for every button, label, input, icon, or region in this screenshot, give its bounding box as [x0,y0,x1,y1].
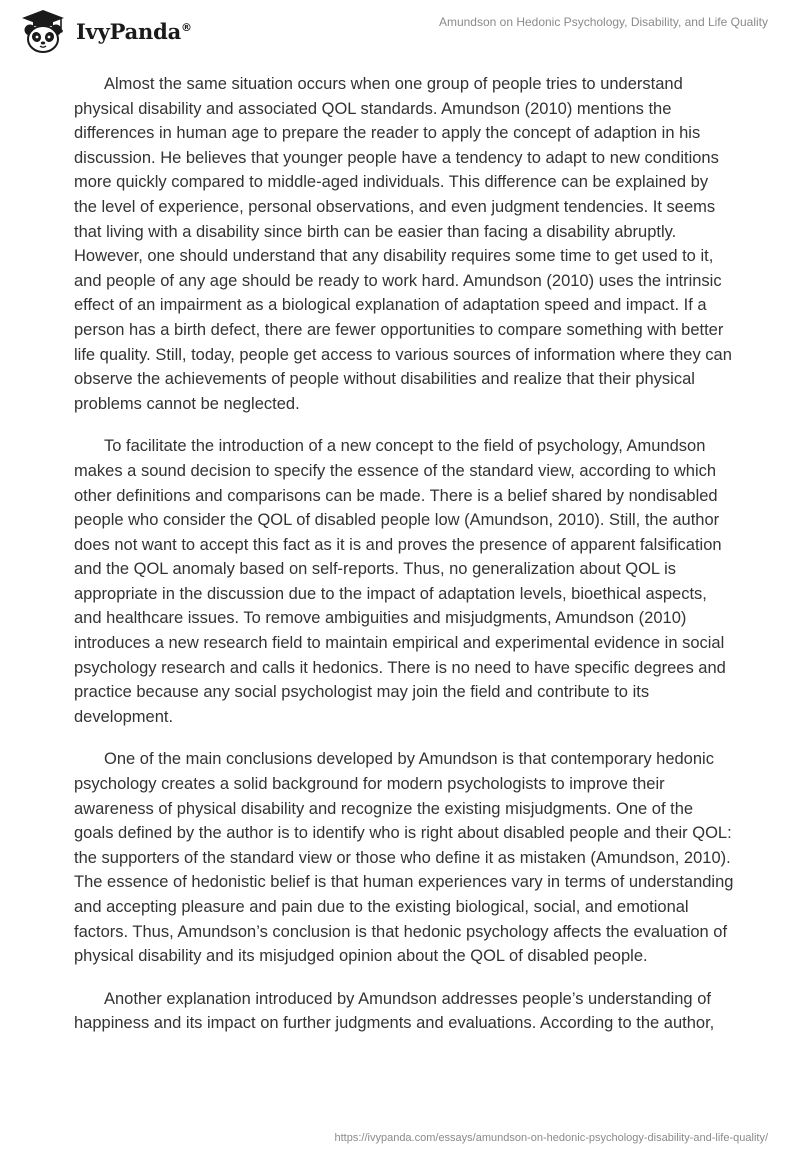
document-title: Amundson on Hedonic Psychology, Disability, and Life Quality [438,15,768,29]
ivypanda-logo[interactable] [14,8,192,54]
essay-body [74,72,734,1054]
source-url-link[interactable]: https://ivypanda.com/essays/amundson-on-hedonic-psychology-disability-and-life-quality/ [334,1132,768,1144]
page-header [0,0,800,60]
graduation-panda-icon [14,8,72,54]
paragraph: Almost the same situation occurs when one group of people tries to understand physical disability and associated QOL standards. Amundson (2010) mentions the differences in human age to prepare the reader to apply the concept of adaption in his discussion. He believes that younger people have a tendency to adapt to new conditions more quickly compared to middle-aged individuals. This difference can be explained by the level of experience, personal observations, and even judgment tendencies. It seems that living with a disability since birth can be easier than facing a disability abruptly. However, one should understand that any disability requires some time to get used to it, and people of any age should be ready to work hard. Amundson (2010) uses the intrinsic effect of an impairment as a biological explanation of adaptation speed and impact. If a person has a birth defect, there are fewer opportunities to compare something with better life quality. Still, today, people get access to various sources of information where they can observe the achievements of people without disabilities and realize that their physical problems cannot be neglected. [74,75,732,413]
paragraph: Another explanation introduced by Amundson addresses people’s understanding of happiness and its impact on further judgments and evaluations. According to the author, [74,989,715,1033]
registered-mark: ® [181,20,192,34]
paragraph: To facilitate the introduction of a new concept to the field of psychology, Amundson makes a sound decision to specify the essence of the standard view, according to which other definitions and comparisons can be made. There is a belief shared by nondisabled people who consider the QOL of disabled people low (Amundson, 2010). Still, the author does not want to accept this fact as it is and proves the presence of apparent falsification and the QOL anomaly based on self-reports. Thus, no generalization about QOL is appropriate in the discussion due to the impact of adaptation levels, bioethical aspects, and healthcare issues. To remove ambiguities and misjudgments, Amundson (2010) introduces a new research field to maintain empirical and experimental evidence in social psychology research and calls it hedonics. There is no need to have specific degrees and practice because any social psychologist may join the field and contribute to its development. [74,437,726,726]
paragraph: One of the main conclusions developed by Amundson is that contemporary hedonic psychology creates a solid background for modern psychologists to improve their awareness of physical disability and recognize the existing misjudgments. One of the goals defined by the author is to identify who is right about disabled people and their QOL: the supporters of the standard view or those who define it as mistaken (Amundson, 2010). The essence of hedonistic belief is that human experiences vary in terms of understanding and accepting pleasure and pain due to the existing biological, social, and emotional factors. Thus, Amundson’s conclusion is that hedonic psychology affects the evaluation of physical disability and its misjudged opinion about the QOL of disabled people. [74,750,734,966]
logo-text: IvyPanda® [76,18,192,44]
